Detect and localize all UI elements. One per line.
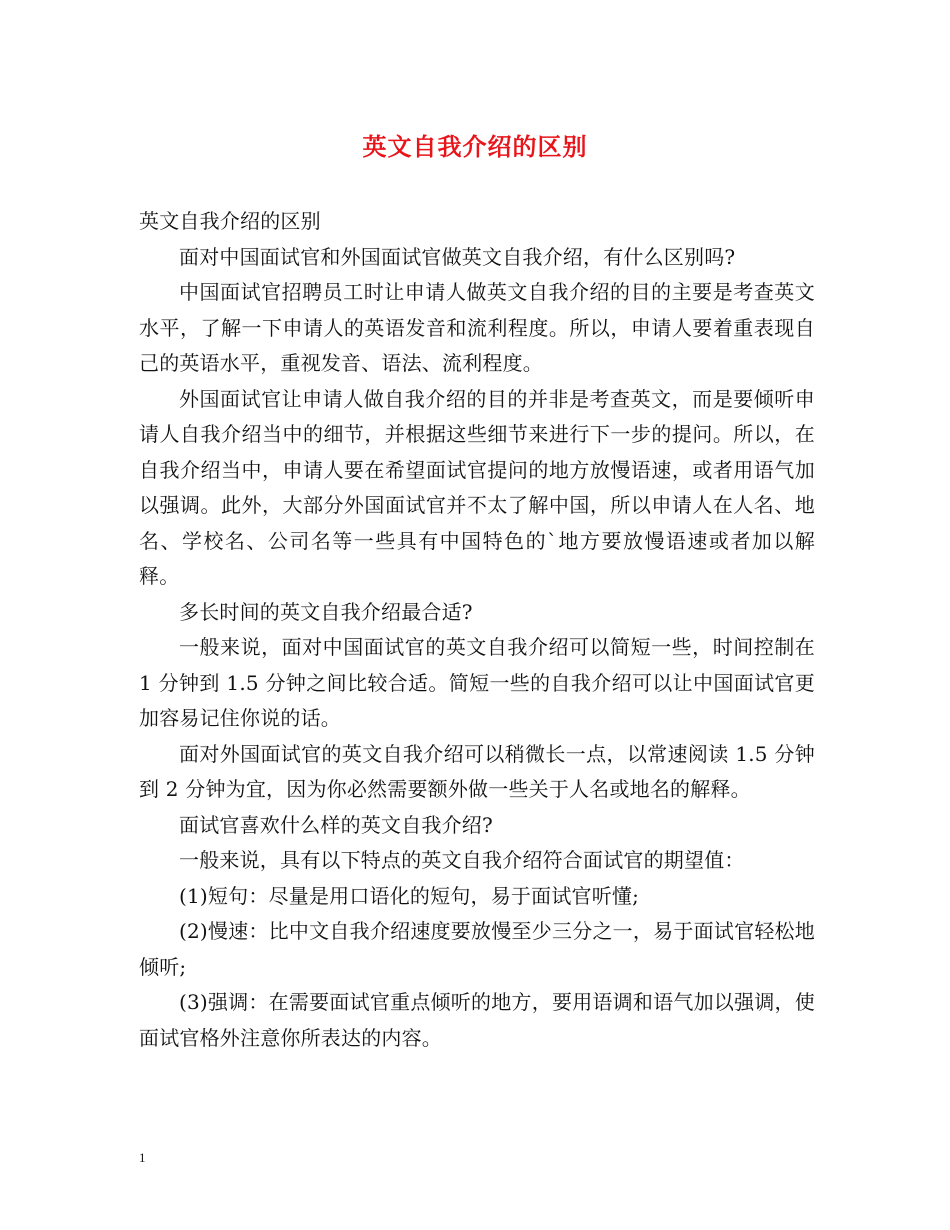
paragraph: (1)短句：尽量是用口语化的短句，易于面试官听懂; [179, 883, 640, 908]
paragraph: 面对中国面试官和外国面试官做英文自我介绍，有什么区别吗? [179, 244, 736, 269]
paragraph: (3)强调：在需要面试官重点倾听的地方，要用语调和语气加以强调，使面试官格外注意你所表达的内容。 [139, 990, 815, 1050]
paragraph: 一般来说，面对中国面试官的英文自我介绍可以简短一些，时间控制在 1 分钟到 1.5 分钟之间比较合适。简短一些的自我介绍可以让中国面试官更加容易记住你说的话。 [139, 635, 815, 730]
paragraph: 外国面试官让申请人做自我介绍的目的并非是考查英文，而是要倾听申请人自我介绍当中的细节，并根据这些细节来进行下一步的提问。所以，在自我介绍当中，申请人要在希望面试官提问的地方放慢语速，或者用语气加以强调。此外，大部分外国面试官并不太了解中国，所以申请人在人名、地名、学校名、公司名等一些具有中国特色的`地方要放慢语速或者加以解释。 [139, 386, 815, 588]
page-number: 1 [139, 1150, 146, 1165]
paragraph: 中国面试官招聘员工时让申请人做英文自我介绍的目的主要是考查英文水平，了解一下申请人的英语发音和流利程度。所以，申请人要着重表现自己的英语水平，重视发音、语法、流利程度。 [139, 280, 815, 375]
paragraph: (2)慢速：比中文自我介绍速度要放慢至少三分之一，易于面试官轻松地倾听; [139, 919, 815, 979]
paragraph: 面试官喜欢什么样的英文自我介绍? [179, 812, 493, 837]
paragraph: 英文自我介绍的区别 [139, 209, 321, 233]
document-body [139, 204, 815, 1056]
paragraph: 面对外国面试官的英文自我介绍可以稍微长一点，以常速阅读 1.5 分钟到 2 分钟为宜，因为你必然需要额外做一些关于人名或地名的解释。 [139, 741, 815, 801]
paragraph: 一般来说，具有以下特点的英文自我介绍符合面试官的期望值： [179, 848, 745, 872]
document-title: 英文自我介绍的区别 [362, 132, 588, 161]
paragraph: 多长时间的英文自我介绍最合适? [179, 599, 473, 624]
